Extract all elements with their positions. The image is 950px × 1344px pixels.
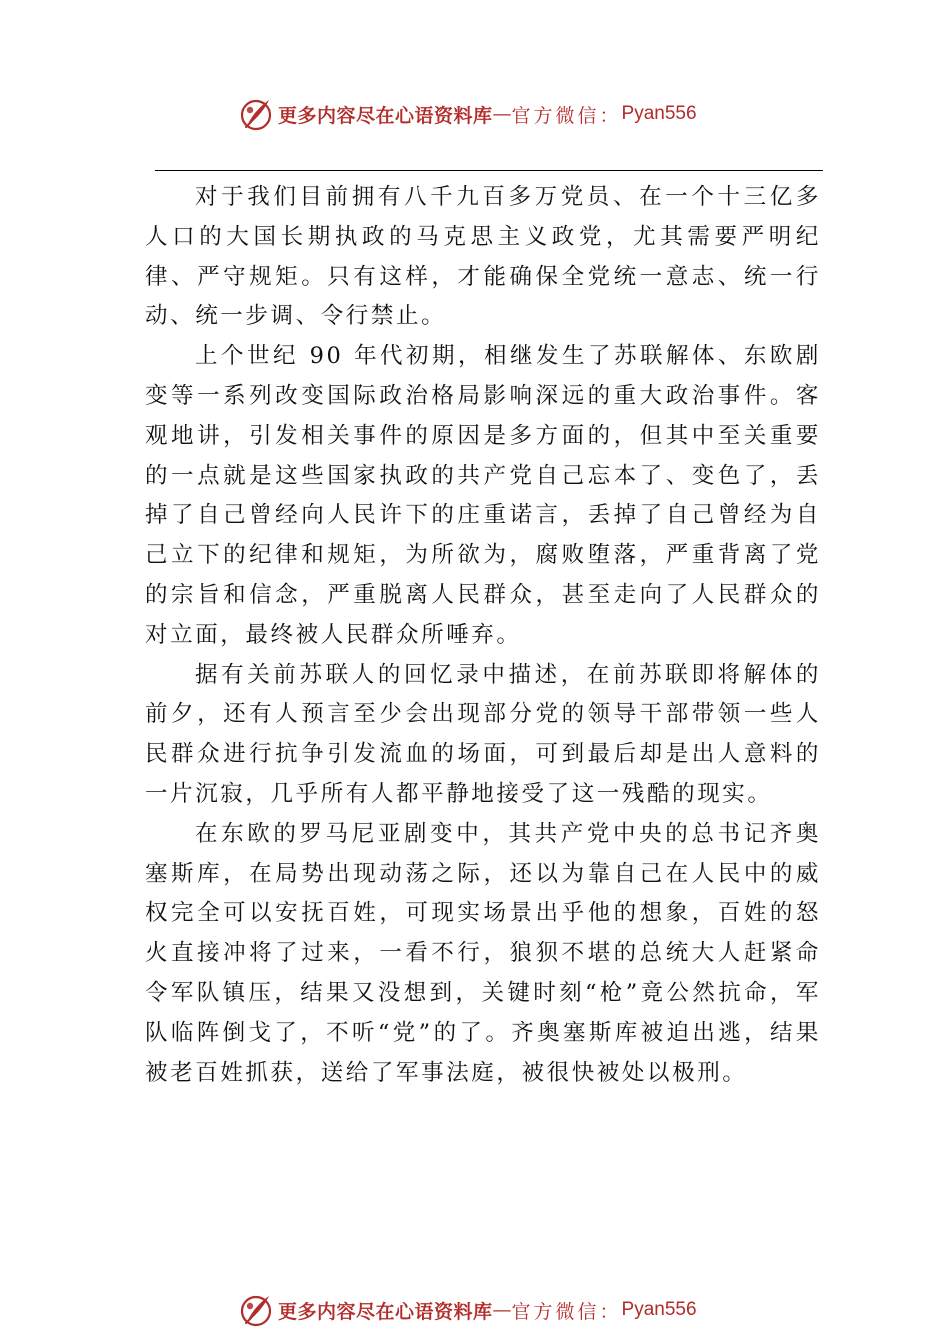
- header-banner-wechat-id: Pyan556: [621, 103, 697, 124]
- quill-pen-logo-icon: [238, 1292, 274, 1328]
- header-banner-title: 更多内容尽在心语资料库: [278, 104, 493, 127]
- header-banner: [238, 94, 697, 134]
- footer-banner-wechat-label: 官方微信：: [511, 1300, 622, 1323]
- footer-banner-dash: —: [492, 1299, 512, 1321]
- paragraph-1: 对于我们目前拥有八千九百多万党员、在一个十三亿多人口的大国长期执政的马克思主义政党，尤其需要严明纪律、严守规矩。只有这样，才能确保全党统一意志、统一行动、统一步调、令行禁止。: [145, 184, 821, 330]
- paragraph-2: 上个世纪 90 年代初期，相继发生了苏联解体、东欧剧变等一系列改变国际政治格局影响深远的重大政治事件。客观地讲，引发相关事件的原因是多方面的，但其中至关重要的一点就是这些国家执政的共产党自己忘本了、变色了，丢掉了自己曾经向人民许下的庄重诺言，丢掉了自己曾经为自己立下的纪律和规矩，为所欲为，腐败堕落，严重背离了党的宗旨和信念，严重脱离人民群众，甚至走向了人民群众的对立面，最终被人民群众所唾弃。: [145, 343, 821, 648]
- header-banner-dash: —: [492, 103, 512, 125]
- footer-banner-title: 更多内容尽在心语资料库: [278, 1300, 493, 1323]
- quill-pen-logo-icon: [238, 96, 274, 132]
- footer-banner: [238, 1290, 697, 1330]
- document-body: [145, 178, 821, 1093]
- header-banner-wechat-label: 官方微信：: [511, 104, 622, 127]
- paragraph-3: 据有关前苏联人的回忆录中描述，在前苏联即将解体的前夕，还有人预言至少会出现部分党的领导干部带领一些人民群众进行抗争引发流血的场面，可到最后却是出人意料的一片沉寂，几乎所有人都平静地接受了这一残酷的现实。: [145, 661, 821, 807]
- footer-banner-wechat-id: Pyan556: [621, 1299, 697, 1320]
- paragraph-4: 在东欧的罗马尼亚剧变中，其共产党中央的总书记齐奥塞斯库，在局势出现动荡之际，还以为靠自己在人民中的威权完全可以安抚百姓，可现实场景出乎他的想象，百姓的怒火直接冲将了过来，一看不行，狼狈不堪的总统大人赶紧命令军队镇压，结果又没想到，关键时刻“枪”竟公然抗命，军队临阵倒戈了，不听“党”的了。齐奥塞斯库被迫出逃，结果被老百姓抓获，送给了军事法庭，被很快被处以极刑。: [145, 820, 821, 1086]
- header-divider: [155, 170, 823, 171]
